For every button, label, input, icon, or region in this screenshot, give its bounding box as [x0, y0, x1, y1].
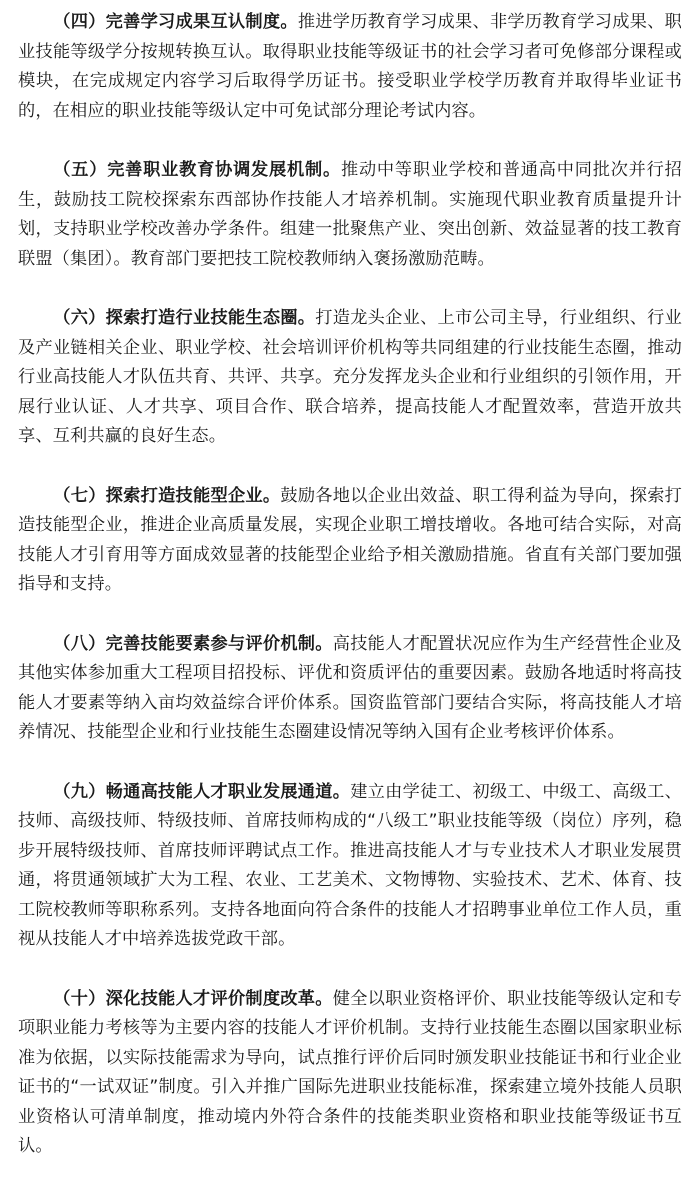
section-7-paragraph: [18, 482, 682, 600]
section-4-heading: （四）完善学习成果互认制度。: [53, 12, 298, 32]
section-9-paragraph: [18, 778, 682, 955]
section-10-heading: （十）深化技能人才评价制度改革。: [53, 988, 333, 1009]
section-9-text: 建立由学徒工、初级工、中级工、高级工、技师、高级技师、特级技师、首席技师构成的“八级工”职业技能等级（岗位）序列，稳步开展特级技师、首席技师评聘试点工作。推进高技能人才与专业技术人才职业发展贯通，将贯通领域扩大为工程、农业、工艺美术、文物博物、实验技术、艺术、体育、技工院校教师等职称系列。支持各地面向符合条件的技能人才招聘事业单位工作人员，重视从技能人才中培养选拔党政干部。: [18, 781, 682, 949]
section-5-text: 推动中等职业学校和普通高中同批次并行招生，鼓励技工院校探索东西部协作技能人才培养机制。实施现代职业教育质量提升计划，支持职业学校改善办学条件。组建一批聚焦产业、突出创新、效益显著的技工教育联盟（集团）。教育部门要把技工院校教师纳入褒扬激励范畴。: [18, 160, 682, 269]
section-10-paragraph: [18, 985, 682, 1162]
section-8-text: 高技能人才配置状况应作为生产经营性企业及其他实体参加重大工程项目招投标、评优和资质评估的重要因素。鼓励各地适时将高技能人才要素等纳入亩均效益综合评价体系。国资监管部门要结合实际，将高技能人才培养情况、技能型企业和行业技能生态圈建设情况等纳入国有企业考核评价体系。: [18, 633, 682, 742]
section-7-text: 鼓励各地以企业出效益、职工得利益为导向，探索打造技能型企业，推进企业高质量发展，实现企业职工增技增收。各地可结合实际，对高技能人才引育用等方面成效显著的技能型企业给予相关激励措施。省直有关部门要加强指导和支持。: [18, 485, 683, 594]
section-8-paragraph: [18, 630, 682, 748]
section-9-heading: （九）畅通高技能人才职业发展通道。: [53, 781, 351, 802]
section-5-paragraph: [18, 156, 682, 274]
section-6-text: 打造龙头企业、上市公司主导，行业组织、行业及产业链相关企业、职业学校、社会培训评价机构等共同组建的行业技能生态圈，推动行业高技能人才队伍共育、共评、共享。充分发挥龙头企业和行业组织的引领作用，开展行业认证、人才共享、项目合作、联合培养，提高技能人才配置效率，营造开放共享、互利共赢的良好生态。: [18, 308, 682, 446]
section-5-heading: （五）完善职业教育协调发展机制。: [53, 160, 341, 180]
section-6-heading: （六）探索打造行业技能生态圈。: [53, 308, 316, 328]
section-6-paragraph: [18, 304, 682, 452]
section-10-text: 健全以职业资格评价、职业技能等级认定和专项职业能力考核等为主要内容的技能人才评价机制。支持行业技能生态圈以国家职业标准为依据，以实际技能需求为导向，试点推行评价后同时颁发职业技能证书和行业企业证书的“一试双证”制度。引入并推广国际先进职业技能标准，探索建立境外技能人员职业资格认可清单制度，推动境内外符合条件的技能类职业资格和职业技能等级证书互认。: [18, 988, 682, 1156]
section-4-paragraph: [18, 8, 682, 126]
section-4-text: 推进学历教育学习成果、非学历教育学习成果、职业技能等级学分按规转换互认。取得职业技能等级证书的社会学习者可免修部分课程或模块，在完成规定内容学习后取得学历证书。接受职业学校学历教育并取得毕业证书的，在相应的职业技能等级认定中可免试部分理论考试内容。: [18, 12, 682, 121]
section-8-heading: （八）完善技能要素参与评价机制。: [53, 633, 333, 654]
section-7-heading: （七）探索打造技能型企业。: [53, 485, 281, 506]
